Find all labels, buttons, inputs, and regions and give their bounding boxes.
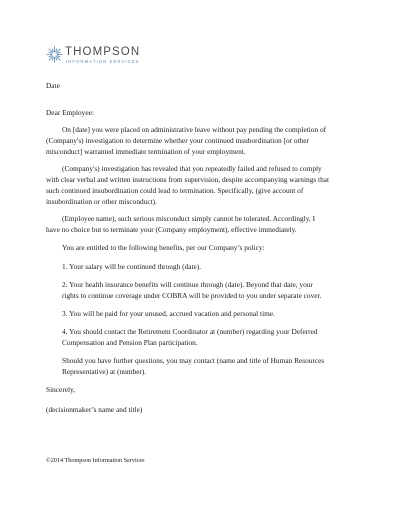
paragraph-5-line: Representative) at (number). [62,367,147,376]
paragraph-2-line: such continued insubordination could lead to termination. Specifically, (give account of [46,186,304,195]
benefit-item-4-line: Compensation and Pension Plan participation. [62,338,198,347]
paragraph-2-line: insubordination or other misconduct). [46,197,157,206]
logo-ray [57,52,60,53]
salutation: Dear Employee: [46,108,94,117]
paragraph-3-line: have no choice but to terminate your (Company employment), effective immediately. [46,225,297,234]
paragraph-2-line: with clear verbal and written instructions from supervision, despite accompanying warnings that [46,175,330,184]
benefit-item-3: 3. You will be paid for your unused, accrued vacation and personal time. [62,309,275,318]
paragraph-2-line: (Company's) investigation has revealed that you repeatedly failed and refused to comply [62,164,322,173]
paragraph-3-line: (Employee name), such serious misconduct simply cannot be tolerated. Accordingly, I [62,214,316,223]
logo-ray [56,49,57,52]
logo-ray [57,56,60,57]
paragraph-5-line: Should you have further questions, you may contact (name and title of Human Resources [62,356,325,365]
letter-date: Date [46,81,60,90]
logo-ray [49,56,52,57]
copyright-footer: ©2014 Thompson Information Services [46,457,145,464]
signature: (decisionmaker’s name and title) [46,405,143,414]
logo-ray [56,57,57,60]
paragraph-1-line: On [date] you were placed on administrative leave without pay pending the completion of [62,125,327,134]
logo-subtitle: INFORMATION SERVICES [66,59,140,64]
paragraph-1-line: (Company's) investigation to determine whether your continued insubordination [or other [46,136,309,145]
benefit-item-1: 1. Your salary will be continued through (date). [62,262,202,271]
benefits-intro: You are entitled to the following benefits, per our Company’s policy: [62,243,265,252]
closing: Sincerely, [46,385,76,394]
paragraph-1-line: misconduct] warranted immediate termination of your employment. [46,147,246,156]
logo-ray [52,49,53,52]
logo-ray [49,52,52,53]
benefit-item-4-line: 4. You should contact the Retirement Coordinator at (number) regarding your Deferred [62,327,318,336]
logo-name: THOMPSON [65,46,141,58]
benefit-item-2-line: rights to continue coverage under COBRA will be provided to you under separate cover. [62,291,322,300]
logo-ray [52,57,53,60]
benefit-item-2-line: 2. Your health insurance benefits will continue through (date). Beyond that date, your [62,280,313,289]
starburst-logo-icon [46,46,63,63]
